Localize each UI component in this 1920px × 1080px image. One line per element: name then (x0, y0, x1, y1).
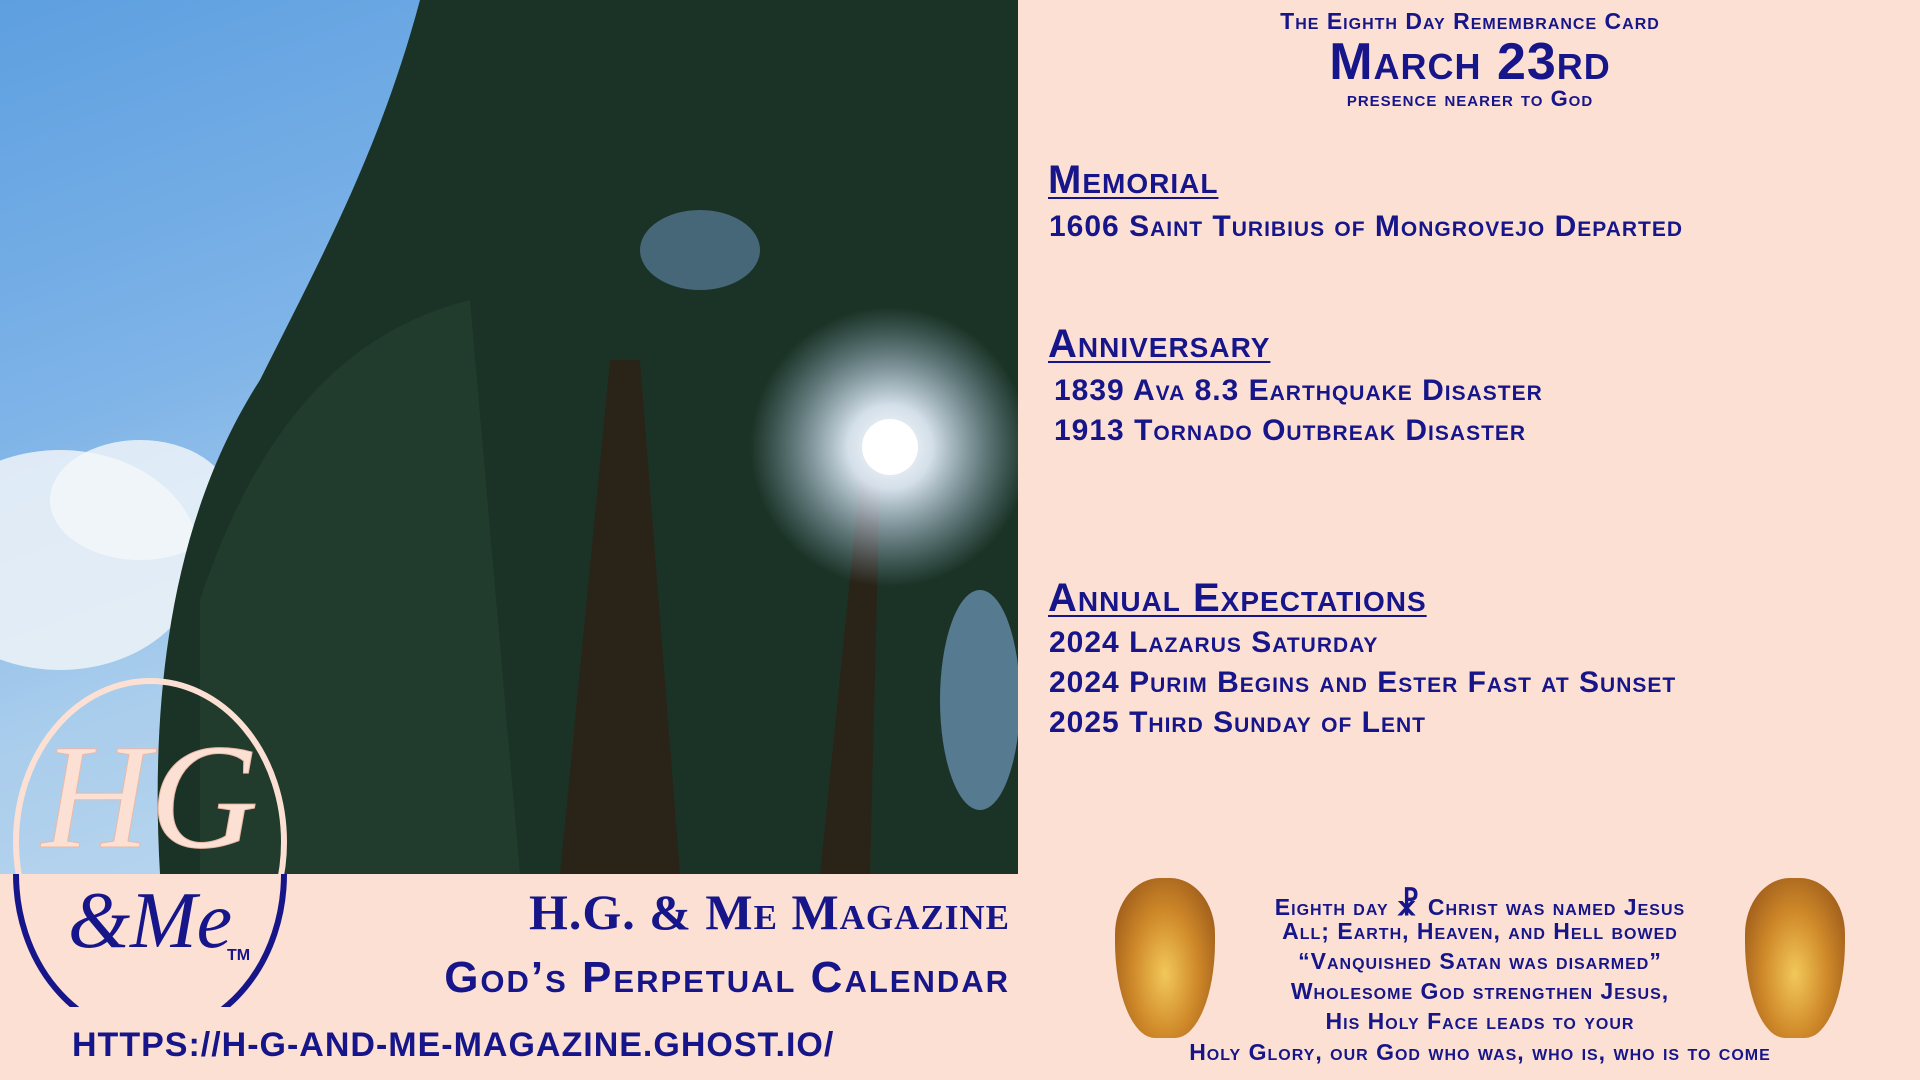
poem-text: Eighth day (1274, 894, 1389, 920)
brand-title: H.G. & Me Magazine (528, 884, 1010, 940)
expectation-item: 2024 Lazarus Saturday (1049, 626, 1379, 659)
poem-line: Holy Glory, our God who was, who is, who is to come (1189, 1039, 1771, 1065)
chi-rho-icon: ☧ (1396, 889, 1421, 922)
expectation-item: 2025 Third Sunday of Lent (1049, 706, 1426, 739)
svg-text:TM: TM (227, 947, 251, 964)
card-kicker: The Eighth Day Remembrance Card (1280, 8, 1660, 34)
card-date: March 23rd (1329, 33, 1611, 91)
anniversary-item: 1913 Tornado Outbreak Disaster (1054, 414, 1527, 447)
memorial-item: 1606 Saint Turibius of Mongrovejo Departed (1049, 210, 1684, 243)
brand-subtitle: God’s Perpetual Calendar (444, 953, 1010, 1002)
website-link[interactable]: HTTPS://H-G-AND-ME-MAGAZINE.GHOST.IO/ (72, 1026, 835, 1064)
poem-text: Christ was named Jesus (1427, 894, 1686, 920)
svg-text:&Me: &Me (67, 877, 233, 965)
memorial-heading: Memorial (1048, 158, 1219, 202)
anniversary-item: 1839 Ava 8.3 Earthquake Disaster (1054, 374, 1543, 407)
expectation-item: 2024 Purim Begins and Ester Fast at Sunset (1049, 666, 1677, 699)
poem-line: All; Earth, Heaven, and Hell bowed (1282, 918, 1678, 944)
svg-text:HG: HG (41, 714, 259, 880)
anniversary-heading: Anniversary (1048, 322, 1271, 366)
annual-expectations-heading: Annual Expectations (1048, 576, 1427, 620)
poem-line: Wholesome God strengthen Jesus, (1290, 978, 1670, 1004)
logo (12, 677, 288, 1007)
poem-line: “Vanquished Satan was disarmed” (1298, 948, 1662, 974)
poem-line: His Holy Face leads to your (1325, 1008, 1635, 1034)
card-subtitle: presence nearer to God (1346, 86, 1594, 111)
